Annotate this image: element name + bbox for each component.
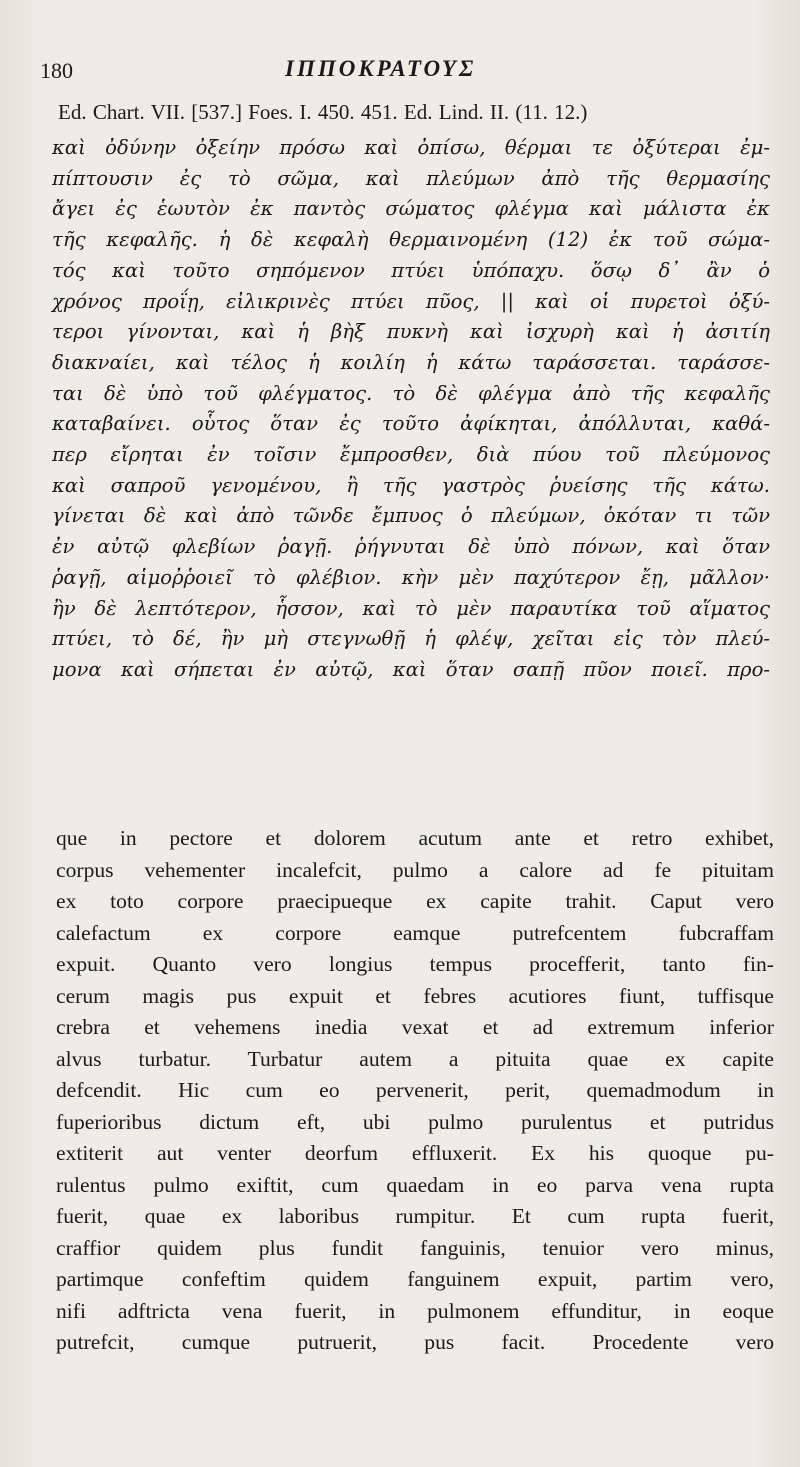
latin-line: que in pectore et dolorem acutum ante et retro exhibet,: [56, 826, 774, 850]
greek-line: πίπτουσιν ἐς τὸ σῶμα, καὶ πλεύμων ἀπὸ τῆς θερμασίης: [52, 166, 770, 190]
page-header: [40, 52, 770, 88]
greek-line: τός καὶ τοῦτο σηπόμενον πτύει ὑπόπαχυ. ὅσῳ δ᾽ ἂν ὁ: [52, 258, 770, 282]
greek-line: ῥαγῇ, αἱμοῤῥοιεῖ τὸ φλέβιον. κὴν μὲν παχύτερον ἔῃ, μᾶλλον·: [52, 565, 770, 589]
latin-line: defcendit. Hic cum eo pervenerit, perit, quemadmodum in: [56, 1078, 774, 1102]
latin-line: partimque confeftim quidem fanguinem expuit, partim vero,: [56, 1267, 774, 1291]
greek-line: γίνεται δὲ καὶ ἀπὸ τῶνδε ἔμπυος ὁ πλεύμων, ὁκόταν τι τῶν: [52, 504, 770, 528]
greek-line: μονα καὶ σήπεται ἐν αὐτῷ, καὶ ὅταν σαπῇ πῦον ποιεῖ. προ-: [52, 657, 770, 681]
latin-text-block: [56, 823, 774, 1359]
latin-line: nifi adftricta vena fuerit, in pulmonem effunditur, in eoque: [56, 1298, 774, 1323]
latin-line: fuerit, quae ex laboribus rumpitur. Et cum rupta fuerit,: [56, 1204, 774, 1228]
greek-line: ται δὲ ὑπὸ τοῦ φλέγματος. τὸ δὲ φλέγμα ἀπὸ τῆς κεφαλῆς: [52, 381, 770, 405]
latin-line: alvus turbatur. Turbatur autem a pituita quae ex capite: [56, 1046, 774, 1071]
greek-line: ἢν δὲ λεπτότερον, ἧσσον, καὶ τὸ μὲν παραυτίκα τοῦ αἵματος: [52, 596, 770, 620]
latin-line: putrefcit, cumque putruerit, pus facit. Procedente vero: [56, 1330, 774, 1354]
latin-line: ex toto corpore praecipueque ex capite trahit. Caput vero: [56, 889, 774, 913]
latin-line: cerum magis pus expuit et febres acutiores fiunt, tuffisque: [56, 983, 774, 1008]
running-title: ΙΠΠΟΚΡΑΤΟΥΣ: [285, 56, 477, 81]
greek-line: ἐν αὐτῷ φλεβίων ῥαγῇ. ῥήγνυται δὲ ὑπὸ πόνων, καὶ ὅταν: [52, 535, 770, 559]
greek-line: καὶ σαπροῦ γενομένου, ἢ τῆς γαστρὸς ῥυείσης τῆς κάτω.: [52, 473, 770, 497]
page-number: 180: [40, 58, 73, 83]
latin-line: rulentus pulmo exiftit, cum quaedam in eo parva vena rupta: [56, 1172, 774, 1197]
greek-line: τῆς κεφαλῆς. ἡ δὲ κεφαλὴ θερμαινομένη (12) ἐκ τοῦ σώμα-: [52, 228, 770, 252]
latin-line: extiterit aut venter deorfum effluxerit. Ex his quoque pu-: [56, 1141, 774, 1165]
greek-line: χρόνος προΐῃ, εἰλικρινὲς πτύει πῦος, || καὶ οἱ πυρετοὶ ὀξύ-: [52, 289, 770, 313]
latin-line: corpus vehementer incalefcit, pulmo a calore ad fe pituitam: [56, 857, 774, 882]
latin-line: crebra et vehemens inedia vexat et ad extremum inferior: [56, 1015, 774, 1039]
edition-references: Ed. Chart. VII. [537.] Foes. I. 450. 451. Ed. Lind. II. (11. 12.): [58, 100, 588, 124]
greek-line: διακναίει, καὶ τέλος ἡ κοιλίη ἡ κάτω ταράσσεται. ταράσσε-: [52, 350, 770, 374]
greek-line: ἄγει ἐς ἑωυτὸν ἐκ παντὸς σώματος φλέγμα καὶ μάλιστα ἐκ: [52, 197, 770, 221]
greek-line: περ εἴρηται ἐν τοῖσιν ἔμπροσθεν, διὰ πύου τοῦ πλεύμονος: [52, 443, 770, 467]
greek-line: καὶ ὀδύνην ὀξείην πρόσω καὶ ὀπίσω, θέρμαι τε ὀξύτεραι ἐμ-: [52, 136, 770, 159]
latin-line: craffior quidem plus fundit fanguinis, tenuior vero minus,: [56, 1235, 774, 1260]
greek-line: καταβαίνει. οὗτος ὅταν ἐς τοῦτο ἀφίκηται, ἀπόλλυται, καθά-: [52, 412, 770, 436]
greek-line: τεροι γίνονται, καὶ ἡ βὴξ πυκνὴ καὶ ἰσχυρὴ καὶ ἡ ἀσιτίη: [52, 320, 770, 344]
latin-line: calefactum ex corpore eamque putrefcentem fubcraffam: [56, 920, 774, 945]
greek-text-block: [52, 133, 770, 686]
latin-line: expuit. Quanto vero longius tempus procefferit, tanto fin-: [56, 952, 774, 976]
greek-line: πτύει, τὸ δέ, ἢν μὴ στεγνωθῇ ἡ φλέψ, χεῖται εἰς τὸν πλεύ-: [52, 627, 770, 651]
latin-line: fuperioribus dictum eft, ubi pulmo purulentus et putridus: [56, 1109, 774, 1134]
